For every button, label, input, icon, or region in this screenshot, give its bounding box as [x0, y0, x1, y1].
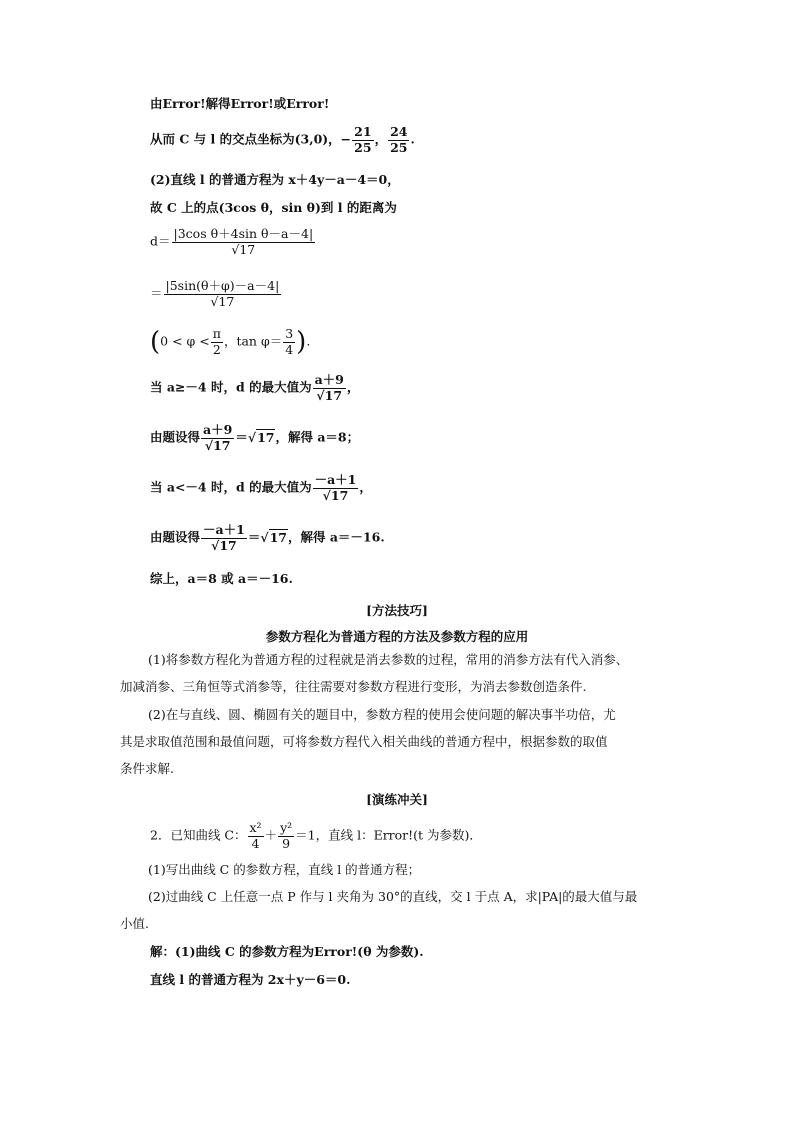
denominator: √17	[316, 387, 343, 403]
text: ，	[346, 379, 360, 395]
numerator: |5sin(θ＋φ)－a－4|	[165, 278, 280, 293]
sqrt: √17	[247, 429, 275, 445]
numerator: a＋9	[314, 372, 344, 387]
paren: (	[150, 327, 161, 357]
text: ＝	[235, 429, 248, 445]
radicand: 17	[269, 529, 287, 545]
denominator: 25	[390, 139, 408, 155]
radicand: 17	[257, 429, 275, 445]
text: .	[410, 131, 415, 147]
fraction	[201, 524, 247, 552]
numerator: －a＋1	[203, 522, 245, 537]
text: ＝	[150, 285, 163, 301]
distance-formula-2	[150, 280, 282, 308]
text: ＋	[264, 827, 278, 843]
solution-line-2	[150, 126, 415, 154]
radicand: 17	[330, 487, 349, 503]
denominator: 9	[282, 835, 291, 851]
question-part-1: (1)写出曲线 C 的参数方程，直线 l 的普通方程；	[148, 862, 421, 877]
practice-header: [演练冲关]	[366, 792, 428, 807]
numerator: 24	[390, 124, 408, 139]
case-1-solve	[150, 424, 359, 452]
denominator: 4	[285, 341, 294, 357]
solution-2: 直线 l 的普通方程为 2x＋y－6＝0.	[150, 972, 351, 987]
text: 由题设得	[150, 529, 201, 545]
radicand: 17	[213, 437, 231, 453]
text: ＝1，直线 l：Error!(t 为参数)．	[295, 827, 482, 843]
numerator: 3	[285, 326, 294, 341]
fraction	[283, 328, 295, 356]
text: 当 a<－4 时，d 的最大值为	[150, 479, 312, 495]
denominator: √17	[204, 437, 231, 453]
case-2-solve	[150, 524, 385, 552]
sqrt: √17	[260, 529, 287, 545]
denominator: 25	[354, 139, 372, 155]
method-header: [方法技巧]	[366, 603, 428, 618]
denominator: √17	[211, 537, 237, 553]
fraction	[248, 822, 264, 850]
text: 0 < φ <	[160, 333, 210, 349]
paren: )	[296, 327, 307, 357]
numerator: y²	[280, 820, 293, 835]
numerator: π	[212, 326, 221, 341]
conclusion: 综上，a＝8 或 a＝－16.	[150, 571, 293, 586]
text: 从而 C 与 l 的交点坐标为(3,0)，−	[150, 131, 352, 147]
case-1-max	[150, 374, 359, 402]
fraction	[313, 374, 346, 402]
radicand: 17	[218, 293, 235, 309]
text: ＝	[247, 529, 261, 545]
text: d＝	[150, 233, 171, 249]
method-title: 参数方程化为普通方程的方法及参数方程的应用	[265, 629, 529, 644]
denominator: 4	[251, 835, 260, 851]
question-2	[150, 822, 482, 850]
denominator: 2	[212, 341, 221, 357]
distance-formula-1	[150, 228, 316, 256]
text: .	[306, 333, 311, 349]
radicand: 17	[324, 387, 343, 403]
fraction	[352, 126, 373, 154]
fraction	[278, 822, 294, 850]
text: 由题设得	[150, 429, 201, 445]
fraction	[164, 280, 282, 308]
numerator: |3cos θ＋4sin θ－a－4|	[173, 226, 314, 241]
solution-line-3: (2)直线 l 的普通方程为 x＋4y－a－4＝0，	[150, 172, 400, 187]
numerator: x²	[249, 820, 262, 835]
denominator: √17	[210, 293, 235, 309]
text: ，	[359, 479, 372, 495]
fraction	[201, 424, 234, 452]
fraction	[211, 328, 223, 356]
denominator: √17	[322, 487, 349, 503]
text: 当 a≥－4 时，d 的最大值为	[150, 379, 312, 395]
question-part-2-line2: 小值.	[120, 916, 149, 931]
method-p2-line3: 条件求解.	[120, 761, 174, 776]
denominator: √17	[231, 241, 256, 257]
text: ，tan φ＝	[223, 333, 283, 349]
solution-line-1: 由Error!解得Error!或Error!	[150, 96, 330, 111]
text: ，解得 a＝8；	[275, 429, 360, 445]
numerator: －a＋1	[314, 472, 357, 487]
numerator: 21	[354, 124, 372, 139]
text: ，解得 a＝－16.	[287, 529, 385, 545]
solution-line-4: 故 C 上的点(3cos θ，sin θ)到 l 的距离为	[150, 200, 397, 215]
method-p2-line1: (2)在与直线、圆、椭圆有关的题目中，参数方程的使用会使问题的解决事半功倍，尤	[148, 707, 616, 722]
radicand: 17	[239, 241, 256, 257]
method-p2-line2: 其是求取值范围和最值问题，可将参数方程代入相关曲线的普通方程中，根据参数的取值	[120, 734, 608, 749]
method-p1-line1: (1)将参数方程化为普通方程的过程就是消去参数的过程，常用的消参方法有代入消参、	[148, 652, 629, 667]
text: ，	[374, 131, 388, 147]
fraction	[172, 228, 316, 256]
radicand: 17	[219, 537, 237, 553]
solution-1: 解：(1)曲线 C 的参数方程为Error!(θ 为参数).	[150, 944, 424, 959]
fraction	[313, 474, 359, 502]
text: 2．已知曲线 C：	[150, 827, 247, 843]
method-p1-line2: 加减消参、三角恒等式消参等，往往需要对参数方程进行变形，为消去参数创造条件.	[120, 679, 587, 694]
phi-condition	[150, 328, 310, 356]
case-2-max	[150, 474, 372, 502]
question-part-2-line1: (2)过曲线 C 上任意一点 P 作与 l 夹角为 30°的直线，交 l 于点 A，求|PA|的最大值与最	[148, 889, 638, 904]
fraction	[388, 126, 409, 154]
numerator: a＋9	[203, 422, 233, 437]
